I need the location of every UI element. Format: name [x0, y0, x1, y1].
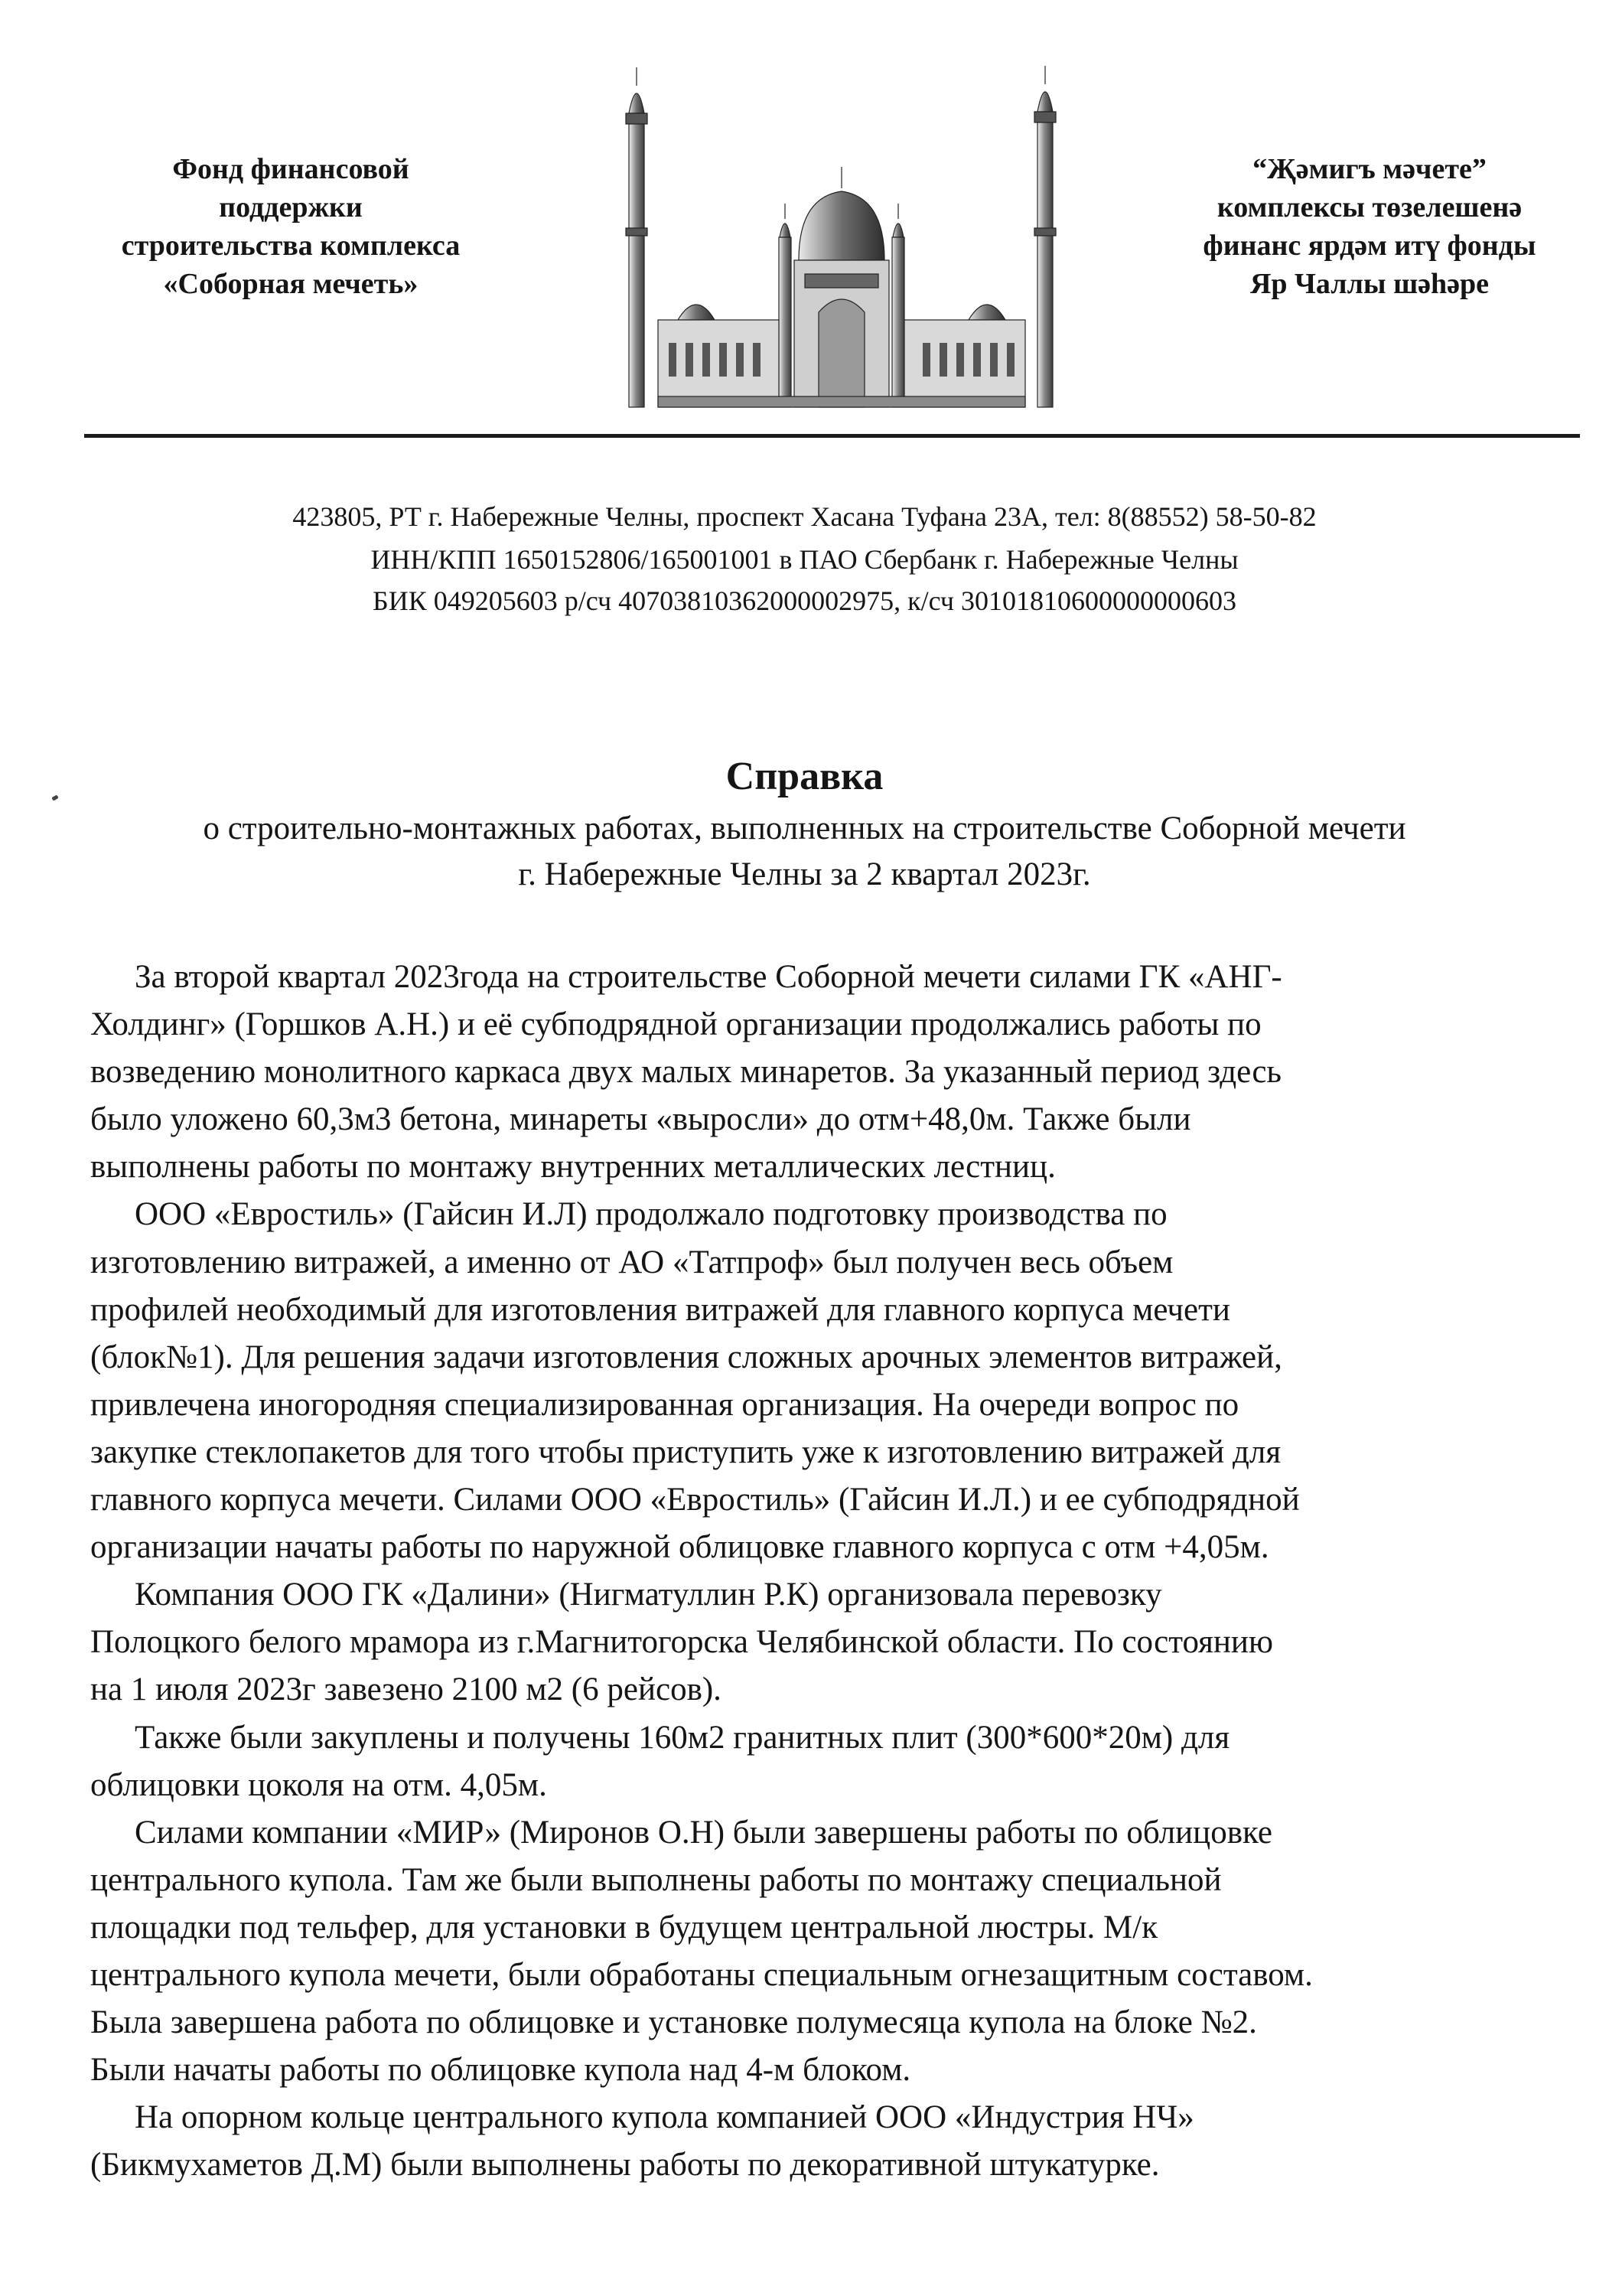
requisites-tax-ids: ИНН/КПП 1650152806/165001001 в ПАО Сбербанк г. Набережные Челны — [370, 544, 1239, 575]
org-line: Фонд финансовой — [172, 153, 409, 185]
header-divider — [84, 434, 1580, 438]
org-line: “Җәмигъ мәчете” — [1252, 153, 1487, 185]
document-subtitle: о строительно-монтажных работах, выполненных на строительстве Соборной мечети — [203, 810, 1406, 846]
org-line: комплексы төзелешенә — [1217, 191, 1523, 223]
requisites-bank: БИК 049205603 р/сч 40703810362000002975, к/сч 30101810600000000603 — [373, 585, 1236, 616]
document-body — [90, 954, 1590, 2189]
body-line: организации начаты работы по наружной облицовке главного корпуса с отм +4,05м. — [90, 1529, 1269, 1566]
body-line: ООО «Евростиль» (Гайсин И.Л) продолжало подготовку производства по — [135, 1196, 1168, 1233]
body-line: облицовки цоколя на отм. 4,05м. — [90, 1766, 547, 1803]
body-line: было уложено 60,3м3 бетона, минареты «выросли» до отм+48,0м. Также были — [90, 1101, 1191, 1138]
body-line: Была завершена работа по облицовке и установке полумесяца купола на блоке №2. — [90, 2004, 1257, 2041]
requisites-address: 423805, РТ г. Набережные Челны, проспект Хасана Туфана 23А, тел: 8(88552) 58-50-82 — [292, 501, 1317, 532]
body-line: закупке стеклопакетов для того чтобы приступить уже к изготовлению витражей для — [90, 1433, 1282, 1470]
body-line: Также были закуплены и получены 160м2 гранитных плит (300*600*20м) для — [135, 1719, 1230, 1756]
body-line: (Бикмухаметов Д.М) были выполнены работы по декоративной штукатурке. — [90, 2147, 1160, 2183]
body-line: Силами компании «МИР» (Миронов О.Н) были завершены работы по облицовке — [135, 1814, 1272, 1851]
body-line: изготовлению витражей, а именно от АО «Татпроф» был получен весь объем — [90, 1244, 1174, 1280]
mosque-logo-icon — [612, 60, 1071, 412]
body-line: центрального купола мечети, были обработаны специальным огнезащитным составом. — [90, 1956, 1313, 1993]
body-line: За второй квартал 2023года на строительстве Соборной мечети силами ГК «АНГ- — [135, 959, 1282, 995]
org-name-russian — [54, 150, 528, 303]
document-subtitle: г. Набережные Челны за 2 квартал 2023г. — [518, 856, 1091, 892]
body-line: на 1 июля 2023г завезено 2100 м2 (6 рейсов). — [90, 1671, 721, 1708]
body-line: возведению монолитного каркаса двух малых минаретов. За указанный период здесь — [90, 1054, 1282, 1091]
body-line: привлечена иногородняя специализированная организация. На очереди вопрос по — [90, 1386, 1239, 1423]
org-line: финанс ярдәм итү фонды — [1203, 230, 1536, 262]
org-line: Яр Чаллы шәһәре — [1249, 268, 1490, 300]
body-line: главного корпуса мечети. Силами ООО «Евростиль» (Гайсин И.Л.) и ее субподрядной — [90, 1482, 1300, 1518]
body-line: центрального купола. Там же были выполнены работы по монтажу специальной — [90, 1861, 1222, 1898]
org-line: строительства комплекса — [121, 230, 461, 262]
org-line: поддержки — [219, 191, 363, 223]
org-name-tatar — [1132, 150, 1607, 303]
body-line: выполнены работы по монтажу внутренних металлических лестниц. — [90, 1149, 1056, 1186]
document-title: Справка — [725, 755, 884, 798]
body-line: площадки под тельфер, для установки в будущем центральной люстры. М/к — [90, 1909, 1158, 1945]
org-line: «Соборная мечеть» — [163, 268, 419, 300]
body-line: Полоцкого белого мрамора из г.Магнитогорска Челябинской области. По состоянию — [90, 1624, 1274, 1661]
body-line: (блок№1). Для решения задачи изготовления сложных арочных элементов витражей, — [90, 1339, 1282, 1375]
body-line: Были начаты работы по облицовке купола над 4-м блоком. — [90, 2052, 911, 2089]
body-line: Компания ООО ГК «Далини» (Нигматуллин Р.К) организовала перевозку — [135, 1577, 1162, 1613]
body-line: Холдинг» (Горшков А.Н.) и её субподрядной организации продолжались работы по — [90, 1006, 1262, 1043]
body-line: На опорном кольце центрального купола компанией ООО «Индустрия НЧ» — [135, 2099, 1194, 2136]
body-line: профилей необходимый для изготовления витражей для главного корпуса мечети — [90, 1291, 1230, 1328]
